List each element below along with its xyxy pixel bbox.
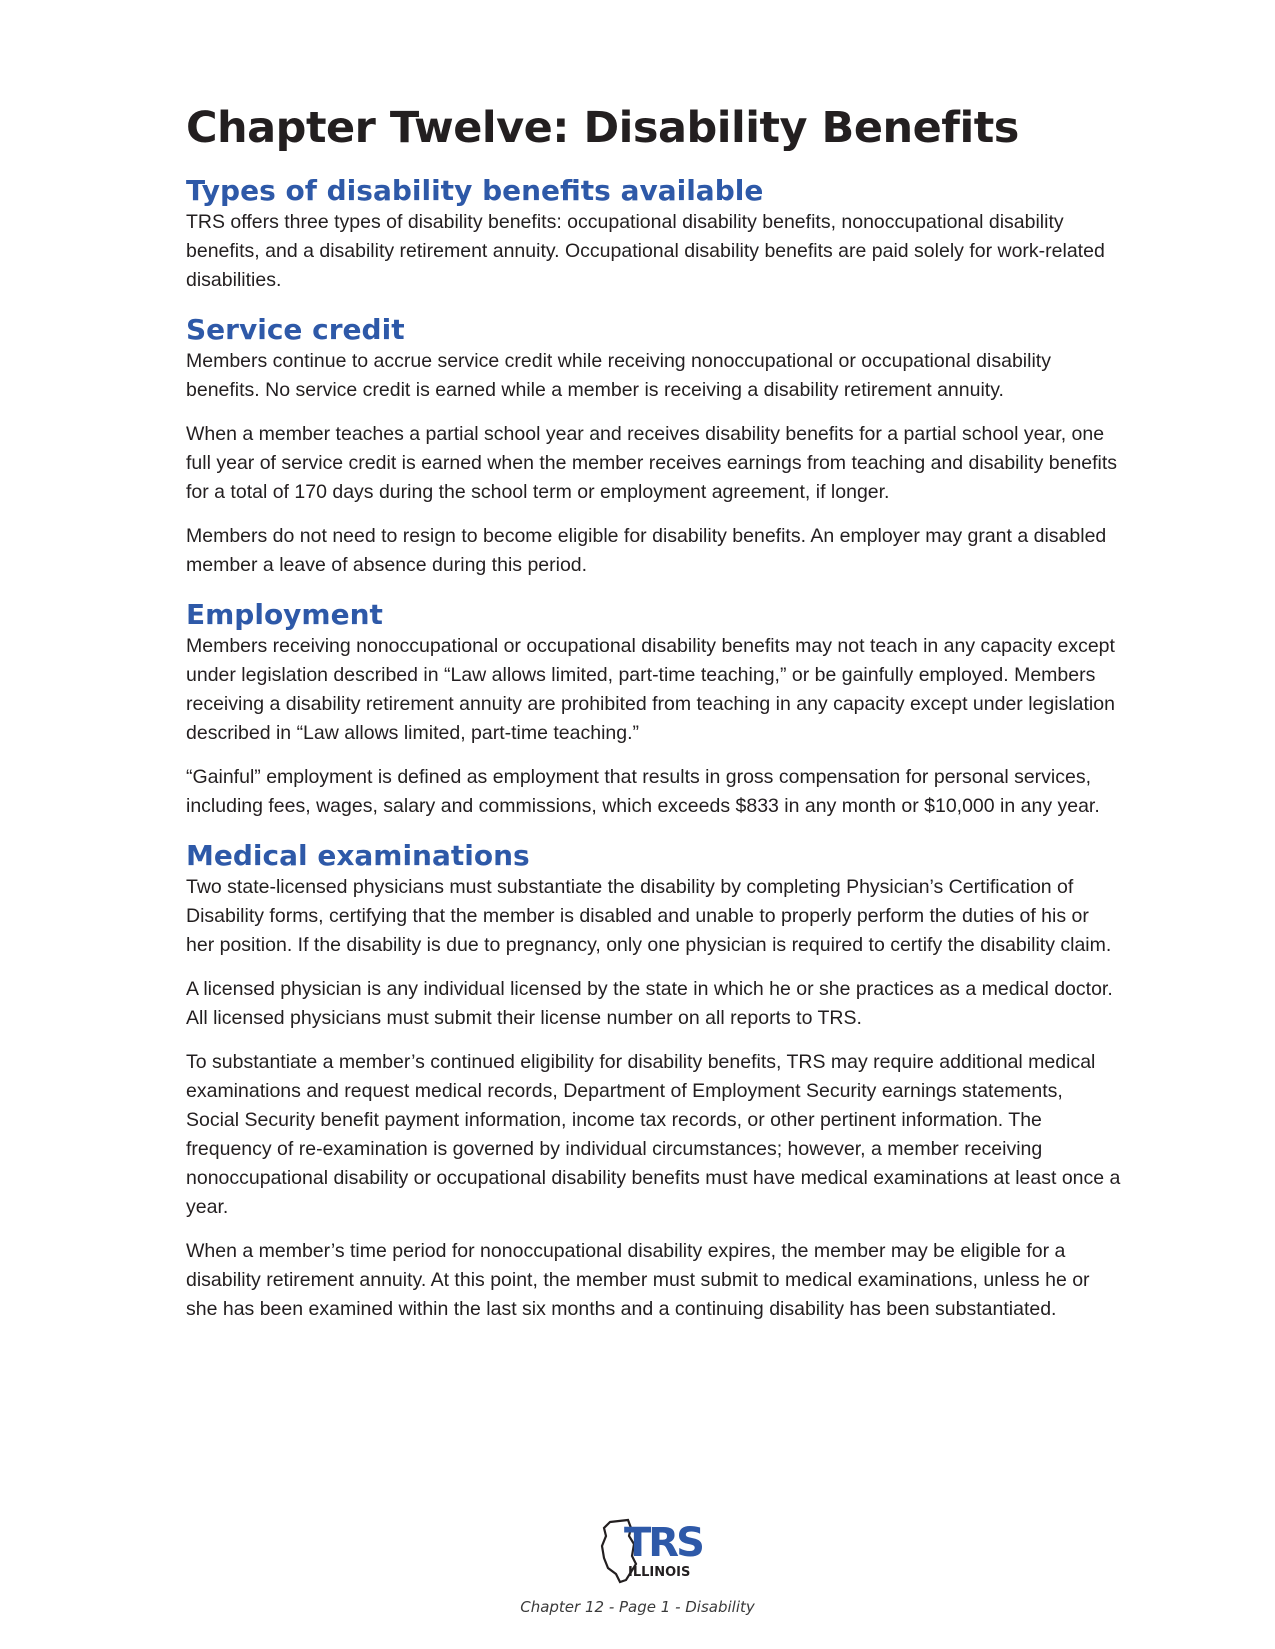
- paragraph: To substantiate a member’s continued eligibility for disability benefits, TRS may require additional medical examinations and request medical records, Department of Employment Security earnings statements, Social Security benefit payment information, income tax records, or other pertinent information. The frequency of re-examination is governed by individual circumstances; however, a member receiving nonoccupational disability or occupational disability benefits must have medical examinations at least once a year.: [186, 1051, 1121, 1218]
- logo-main-text: TRS: [624, 1520, 702, 1566]
- paragraph: Members do not need to resign to become eligible for disability benefits. An employer may grant a disabled member a leave of absence during this period.: [186, 525, 1107, 576]
- chapter-title: Chapter Twelve: Disability Benefits: [186, 103, 1019, 153]
- section-types: [186, 174, 1121, 295]
- page-footer: Chapter 12 - Page 1 - Disability: [520, 1598, 755, 1616]
- paragraph: A licensed physician is any individual licensed by the state in which he or she practices as a medical doctor. All licensed physicians must submit their license number on all reports to TRS.: [186, 978, 1113, 1029]
- paragraph: “Gainful” employment is defined as employment that results in gross compensation for personal services, including fees, wages, salary and commissions, which exceeds $833 in any month or $10,000 in any year.: [186, 766, 1100, 817]
- section-service-credit: [186, 313, 1121, 580]
- section-heading: Service credit: [186, 313, 405, 346]
- section-medical-examinations: [186, 839, 1121, 1324]
- logo-sub-text: ILLINOIS: [628, 1565, 691, 1580]
- section-heading: Employment: [186, 598, 383, 631]
- section-heading: Types of disability benefits available: [186, 174, 764, 207]
- paragraph: When a member teaches a partial school year and receives disability benefits for a partial school year, one full year of service credit is earned when the member receives earnings from teaching and disability benefits for a total of 170 days during the school term or employment agreement, if longer.: [186, 423, 1118, 503]
- document-page: [186, 100, 1121, 1324]
- paragraph: TRS offers three types of disability benefits: occupational disability benefits, nonoccupational disability benefits, and a disability retirement annuity. Occupational disability benefits are paid solely for work-related disabilities.: [186, 211, 1105, 291]
- section-heading: Medical examinations: [186, 839, 530, 872]
- paragraph: Members continue to accrue service credit while receiving nonoccupational or occupational disability benefits. No service credit is earned while a member is receiving a disability retirement annuity.: [186, 350, 1051, 401]
- trs-illinois-logo-icon: [598, 1516, 708, 1586]
- section-employment: [186, 598, 1121, 821]
- logo-graphic: [598, 1516, 708, 1586]
- paragraph: Two state-licensed physicians must substantiate the disability by completing Physician’s Certification of Disability forms, certifying that the member is disabled and unable to properly perform the duties of his or her position. If the disability is due to pregnancy, only one physician is required to certify the disability claim.: [186, 876, 1112, 956]
- paragraph: When a member’s time period for nonoccupational disability expires, the member may be eligible for a disability retirement annuity. At this point, the member must submit to medical examinations, unless he or she has been examined within the last six months and a continuing disability has been substantiated.: [186, 1240, 1090, 1320]
- paragraph: Members receiving nonoccupational or occupational disability benefits may not teach in any capacity except under legislation described in “Law allows limited, part-time teaching,” or be gainfully employed. Members receiving a disability retirement annuity are prohibited from teaching in any capacity except under legislation described in “Law allows limited, part-time teaching.”: [186, 635, 1115, 744]
